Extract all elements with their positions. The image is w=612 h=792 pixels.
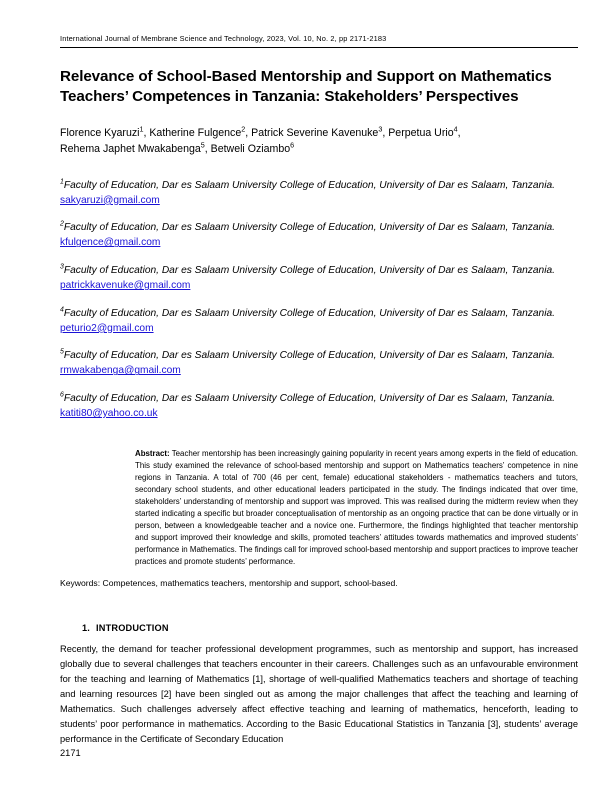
abstract-text: Teacher mentorship has been increasingly gaining popularity in recent years among experts in the field of education. This study examined the relevance of school-based mentorship and support on Mathematics teachers’ competence in nine regions in Tanzania. A total of 700 (46 per cent, female) educational stakeholders - mathematics teachers and tutors, secondary school students, and other educational leaders participated in the study. The findings indicated that over time, stakeholders’ understanding of mentorship and support was improved. This was realised during the midterm review when they started indicating a specific but broader conceptualisation of mentorship as an ongoing practice that can be done virtually or in person, between a knowledgeable teacher and a novice one. Furthermore, the findings highlighted that teacher mentorship and support improved their knowledge and skills, promoted teachers’ attitudes towards mathematics and improved students’ performance in Mathematics. The findings call for improved school-based mentorship and support practices to improve teacher practices and promote students’ performance. (135, 449, 578, 567)
author-name: , Patrick Severine Kavenuke (245, 127, 379, 140)
affiliation-item (60, 391, 578, 421)
abstract-section (135, 448, 578, 568)
page-title: Relevance of School-Based Mentorship and Support on Mathematics Teachers’ Competences in Tanzania: Stakeholders’ Perspectives (60, 68, 552, 106)
affiliation-text: Faculty of Education, Dar es Salaam University College of Education, University of Dar es Salaam, Tanzania. (63, 222, 555, 234)
author-separator: , (457, 127, 461, 140)
author-name: , Katherine Fulgence (143, 127, 242, 140)
email-link[interactable]: patrickkavenuke@gmail.com (60, 280, 191, 292)
affiliation-text: Faculty of Education, Dar es Salaam University College of Education, University of Dar es Salaam, Tanzania. (63, 179, 555, 191)
email-link[interactable]: katiti80@yahoo.co.uk (60, 408, 158, 420)
section-heading-introduction (82, 623, 578, 633)
email-link[interactable]: kfulgence@gmail.com (60, 237, 161, 249)
introduction-paragraph: Recently, the demand for teacher professional development programmes, such as mentorship and support, has increased globally due to several challenges that teachers encounter in their careers. Challenges such as an unfavourable environment for the teaching and learning of Mathematics [1], shortage of well-qualified Mathematics teachers and shortage of teaching and learning resources [2] have been singled out as among the major challenges that affect the teaching and learning of Mathematics. Such challenges adversely affect effective teaching and learning of mathematics, henceforth, leading to students’ poor performance in mathematics. According to the Basic Educational Statistics in Tanzania [3], students’ average performance in the Certificate of Secondary Education (60, 643, 578, 745)
section-number: 1. (82, 622, 91, 633)
section-title: INTRODUCTION (96, 622, 169, 633)
author-name: , Betweli Oziambo (204, 143, 291, 156)
author-affiliation-marker: 3 (378, 124, 383, 134)
author-name: Rehema Japhet Mwakabenga (60, 143, 201, 156)
author-affiliation-marker: 6 (290, 140, 295, 150)
affiliation-marker: 6 (60, 391, 64, 399)
author-list (60, 125, 578, 157)
affiliation-text: Faculty of Education, Dar es Salaam University College of Education, University of Dar es Salaam, Tanzania. (63, 264, 555, 276)
email-link[interactable]: peturio2@gmail.com (60, 322, 154, 334)
affiliation-marker: 4 (60, 306, 64, 314)
keywords-line: Keywords: Competences, mathematics teachers, mentorship and support, school-based. (60, 578, 398, 589)
abstract-label: Abstract: (135, 449, 170, 459)
email-link[interactable]: rmwakabenga@gmail.com (60, 365, 181, 377)
affiliation-text: Faculty of Education, Dar es Salaam University College of Education, University of Dar es Salaam, Tanzania. (63, 393, 555, 404)
affiliation-text: Faculty of Education, Dar es Salaam University College of Education, University of Dar es Salaam, Tanzania. (63, 350, 555, 362)
affiliation-marker: 3 (60, 263, 64, 271)
author-name: Florence Kyaruzi (60, 127, 140, 140)
page-number: 2171 (60, 748, 81, 758)
affiliation-item (60, 263, 578, 293)
journal-running-head: International Journal of Membrane Science and Technology, 2023, Vol. 10, No. 2, pp 2171-2183 (60, 34, 387, 43)
affiliation-text: Faculty of Education, Dar es Salaam University College of Education, University of Dar es Salaam, Tanzania. (63, 307, 555, 319)
abstract-paragraph (135, 448, 578, 568)
affiliation-item (60, 178, 578, 208)
author-affiliation-marker: 2 (241, 124, 246, 134)
affiliation-item (60, 348, 578, 378)
affiliation-item (60, 220, 578, 250)
affiliation-marker: 5 (60, 348, 64, 356)
page-content (60, 34, 578, 747)
affiliation-list (60, 178, 578, 422)
affiliation-item (60, 306, 578, 336)
author-affiliation-marker: 4 (453, 124, 458, 134)
author-affiliation-marker: 1 (139, 124, 144, 134)
affiliation-marker: 2 (60, 220, 64, 228)
header-divider (60, 47, 578, 48)
author-affiliation-marker: 5 (200, 140, 205, 150)
author-name: , Perpetua Urio (382, 127, 454, 140)
affiliation-marker: 1 (60, 178, 64, 186)
email-link[interactable]: sakyaruzi@gmail.com (60, 194, 160, 206)
